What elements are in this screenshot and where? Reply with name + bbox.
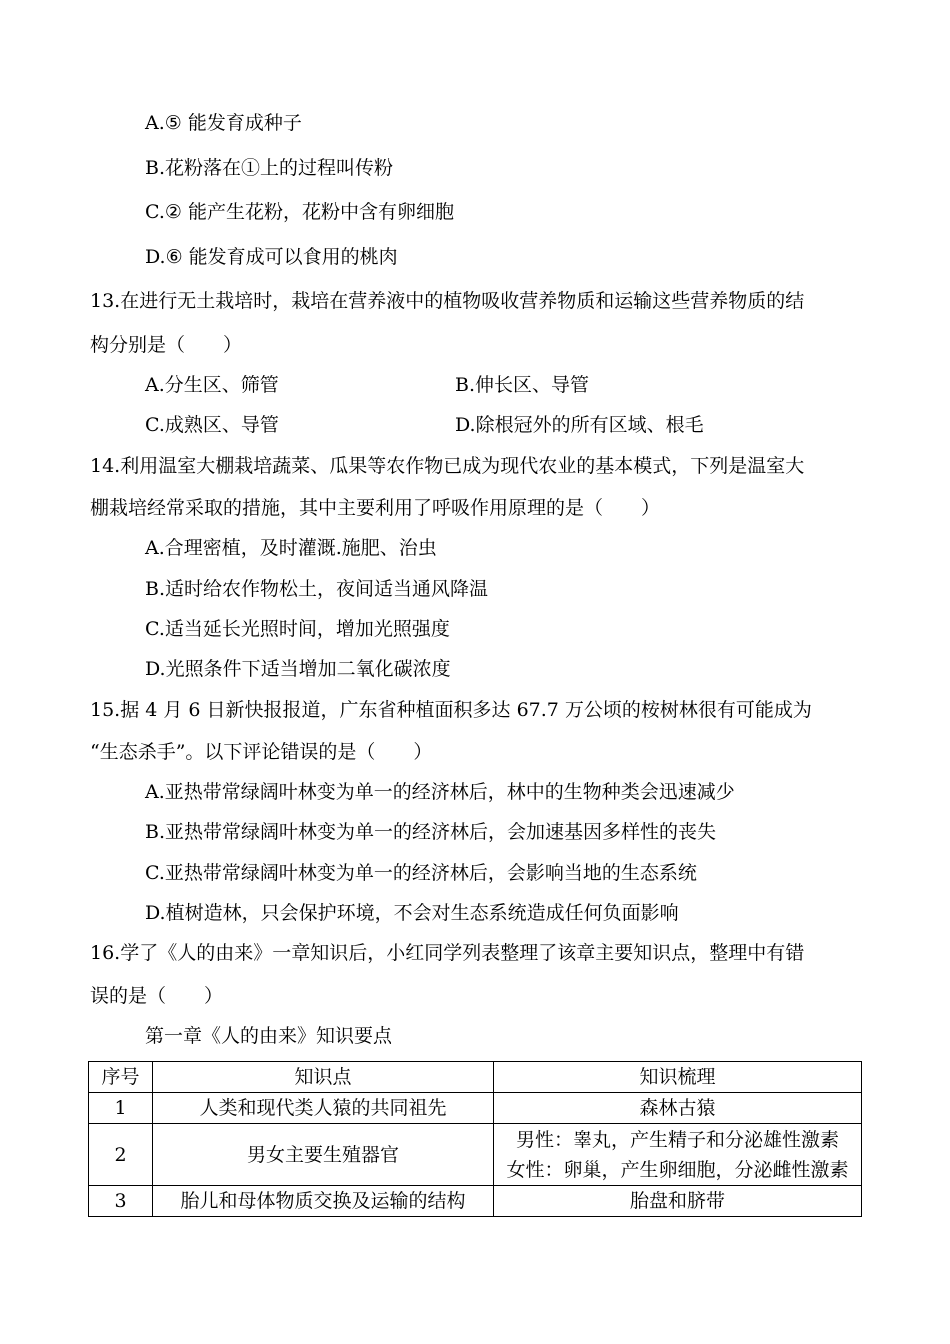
q14-stem-line1: 14.利用温室大棚栽培蔬菜、瓜果等农作物已成为现代农业的基本模式，下列是温室大 xyxy=(90,455,805,477)
row-point: 人类和现代类人猿的共同祖先 xyxy=(153,1093,494,1124)
row-number: 1 xyxy=(89,1093,153,1124)
table-row xyxy=(89,1124,862,1186)
row-detail: 胎盘和脐带 xyxy=(494,1186,862,1217)
table-row xyxy=(89,1186,862,1217)
q14-option-c: C.适当延长光照时间，增加光照强度 xyxy=(145,618,450,640)
q15-stem-line2: “生态杀手”。以下评论错误的是（ ） xyxy=(90,741,433,763)
row-point: 胎儿和母体物质交换及运输的结构 xyxy=(153,1186,494,1217)
q12-option-c: C.② 能产生花粉，花粉中含有卵细胞 xyxy=(145,201,454,223)
q15-option-b: B.亚热带常绿阔叶林变为单一的经济林后，会加速基因多样性的丧失 xyxy=(145,821,717,843)
header-detail: 知识梳理 xyxy=(494,1062,862,1093)
q13-option-c: C.成熟区、导管 xyxy=(145,414,279,436)
table-title: 第一章《人的由来》知识要点 xyxy=(145,1025,393,1047)
q15-option-a: A.亚热带常绿阔叶林变为单一的经济林后，林中的生物种类会迅速减少 xyxy=(145,781,735,803)
q13-option-d: D.除根冠外的所有区域、根毛 xyxy=(455,414,704,436)
row-detail-line: 女性：卵巢，产生卵细胞，分泌雌性激素 xyxy=(506,1158,849,1181)
q14-option-a: A.合理密植，及时灌溉.施肥、治虫 xyxy=(145,537,437,559)
q14-option-b: B.适时给农作物松土，夜间适当通风降温 xyxy=(145,578,489,600)
row-point: 男女主要生殖器官 xyxy=(153,1124,494,1186)
table-row xyxy=(89,1093,862,1124)
q13-option-b: B.伸长区、导管 xyxy=(455,374,590,396)
q14-stem-line2: 棚栽培经常采取的措施，其中主要利用了呼吸作用原理的是（ ） xyxy=(90,497,661,519)
q12-option-a: A.⑤ 能发育成种子 xyxy=(145,112,302,134)
q13-stem-line1: 13.在进行无土栽培时，栽培在营养液中的植物吸收营养物质和运输这些营养物质的结 xyxy=(90,290,805,312)
row-detail-line: 男性：睾丸，产生精子和分泌雄性激素 xyxy=(515,1128,839,1151)
row-detail: 森林古猿 xyxy=(494,1093,862,1124)
row-number: 3 xyxy=(89,1186,153,1217)
row-number: 2 xyxy=(89,1124,153,1186)
table-header-row xyxy=(89,1062,862,1093)
q12-option-b: B.花粉落在①上的过程叫传粉 xyxy=(145,157,394,179)
q12-option-d: D.⑥ 能发育成可以食用的桃肉 xyxy=(145,246,398,268)
q14-option-d: D.光照条件下适当增加二氧化碳浓度 xyxy=(145,658,451,680)
q16-stem-line1: 16.学了《人的由来》一章知识后，小红同学列表整理了该章主要知识点，整理中有错 xyxy=(90,942,805,964)
q13-option-a: A.分生区、筛管 xyxy=(145,374,279,396)
q15-option-d: D.植树造林，只会保护环境，不会对生态系统造成任何负面影响 xyxy=(145,902,679,924)
q16-stem-line2: 误的是（ ） xyxy=(90,985,224,1007)
row-detail xyxy=(494,1124,862,1186)
q15-stem-line1: 15.据 4 月 6 日新快报报道，广东省种植面积多达 67.7 万公顷的桉树林很有可能成为 xyxy=(90,699,812,721)
q13-stem-line2: 构分别是（ ） xyxy=(90,334,243,356)
q15-option-c: C.亚热带常绿阔叶林变为单一的经济林后，会影响当地的生态系统 xyxy=(145,862,697,884)
knowledge-table xyxy=(88,1061,862,1217)
header-number: 序号 xyxy=(89,1062,153,1093)
header-point: 知识点 xyxy=(153,1062,494,1093)
